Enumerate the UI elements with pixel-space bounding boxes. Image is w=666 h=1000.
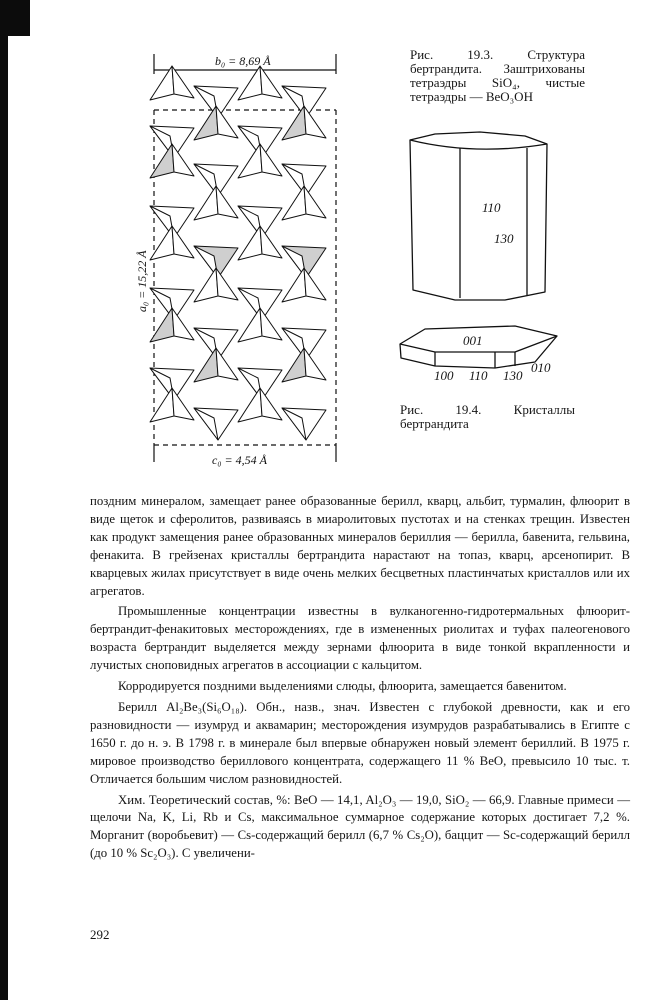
scan-edge-shadow bbox=[0, 0, 8, 1000]
paragraph-4-beryl: Берилл Al₂Be₃(Si₆O₁₈). Обн., назв., знач. Известен с глубокой древности, как и его разновидности — изумруд и аквамарин; месторождения изумрудов разрабатывались в Египте с 1650 г. до н. э. В 1798 г. в минерале был впервые обнаружен новый элемент бериллий. В 1975 г. мировое производство бериллового концентрата, содержащего 11 % BeO, превысило 10 тыс. т. Отличается большим числом разновидностей. bbox=[90, 699, 630, 786]
paragraph-3: Корродируется поздними выделениями слюды, флюорита, замещается бавенитом. bbox=[118, 679, 567, 694]
tetrahedron-face bbox=[304, 186, 326, 218]
paragraph-5-chemistry: Хим. Теоретический состав, %: BeO — 14,1, Al₂O₃ — 19,0, SiO₂ — 66,9. Главные примеси — щелочи Na, K, Li, Rb и Cs, максимальное суммарное содержание которых достигает 7,2 %. Морганит (воробьевит) — Cs-содержащий берилл (6,7 % Cs₂O), баццит — Sc-содержащий берилл (до 10 % Sc₂O₃). С увеличени- bbox=[90, 792, 630, 861]
tetrahedron-face bbox=[172, 226, 194, 258]
tetrahedron-face bbox=[216, 106, 238, 138]
tetrahedron-face bbox=[260, 144, 282, 176]
scan-corner-shadow bbox=[0, 0, 30, 36]
tetrahedron-face bbox=[282, 348, 306, 382]
tetrahedron-face bbox=[304, 348, 326, 380]
body-text bbox=[90, 493, 630, 863]
tetrahedron-face bbox=[172, 388, 194, 420]
tetrahedron-face bbox=[238, 388, 262, 422]
tetrahedron-face bbox=[172, 66, 194, 98]
figure-19-3-caption: Рис. 19.3. Структура бертрандита. Заштрихованы тетраэдры SiO₄, чистые тетраэдры — BeO₃OH bbox=[410, 47, 585, 104]
face-001-label: 001 bbox=[463, 333, 483, 348]
tetrahedron-face bbox=[194, 348, 218, 382]
bertrandite-structure-figure bbox=[120, 52, 370, 472]
c0-label: c₀ = 4,54 Å bbox=[212, 453, 267, 467]
tetrahedron-face bbox=[238, 226, 262, 260]
tetrahedron-face bbox=[194, 186, 218, 220]
face-130-bottom-label: 130 bbox=[503, 368, 523, 383]
tetrahedron-face bbox=[260, 308, 282, 340]
tetrahedron-face bbox=[194, 268, 218, 302]
a0-label: a₀ = 15,22 Å bbox=[135, 250, 149, 312]
tetrahedron-face bbox=[260, 388, 282, 420]
tetrahedron-face bbox=[304, 268, 326, 300]
tetrahedron-face bbox=[172, 144, 194, 176]
tetrahedron-face bbox=[238, 308, 262, 342]
tetrahedron-face bbox=[216, 186, 238, 218]
tetrahedron-face bbox=[216, 268, 238, 300]
face-130-label: 130 bbox=[494, 231, 514, 246]
b0-label: b₀ = 8,69 Å bbox=[215, 54, 271, 68]
face-010-label: 010 bbox=[531, 360, 551, 375]
tetrahedron-face bbox=[238, 144, 262, 178]
tetrahedron-face bbox=[260, 66, 282, 98]
face-100-label: 100 bbox=[434, 368, 454, 383]
figure-19-4-caption: Рис. 19.4. Кристаллы бертрандита bbox=[400, 402, 575, 431]
tetrahedron-face bbox=[216, 348, 238, 380]
paragraph-2: Промышленные концентрации известны в вулканогенно-гидротермальных флюорит-бертрандит-фенакитовых месторождениях, где в измененных риолитах и туфах палеогенового возраста бертрандит выделяется между зернами флюорита в виде тонкой вкрапленности и лучистых снопoвидных агрегатов в ассоциации с кальцитом. bbox=[90, 604, 630, 673]
tetrahedron-face bbox=[304, 106, 326, 138]
paragraph-1: поздним минералом, замещает ранее образованные берилл, кварц, альбит, турмалин, флюорит в виде щеток и сферолитов, развиваясь в миаролитовых пустотах и на стенках трещин. Известен как продукт замещения ранее образованных минералов бериллия — берилла, бавенита, гельвина, фенакита. В грейзенах кристаллы бертрандита нарастают на топаз, кварц, арсенопирит. В кварцевых жилах присутствует в виде очень мелких бесцветных пластинчатых кристаллов или их агрегатов. bbox=[90, 494, 630, 598]
tetrahedron-face bbox=[282, 186, 306, 220]
face-110-bottom-label: 110 bbox=[469, 368, 488, 383]
bertrandite-crystal-figure bbox=[395, 130, 565, 390]
tetrahedron-face bbox=[172, 308, 194, 340]
tetrahedron-face bbox=[282, 106, 306, 140]
tetrahedron-face bbox=[194, 106, 218, 140]
tetrahedron-face bbox=[238, 66, 262, 100]
tetrahedron-face bbox=[282, 268, 306, 302]
page-number: 292 bbox=[90, 927, 110, 942]
tetrahedron-face bbox=[260, 226, 282, 258]
tetrahedron-face bbox=[150, 308, 174, 342]
face-110-label: 110 bbox=[482, 200, 501, 215]
